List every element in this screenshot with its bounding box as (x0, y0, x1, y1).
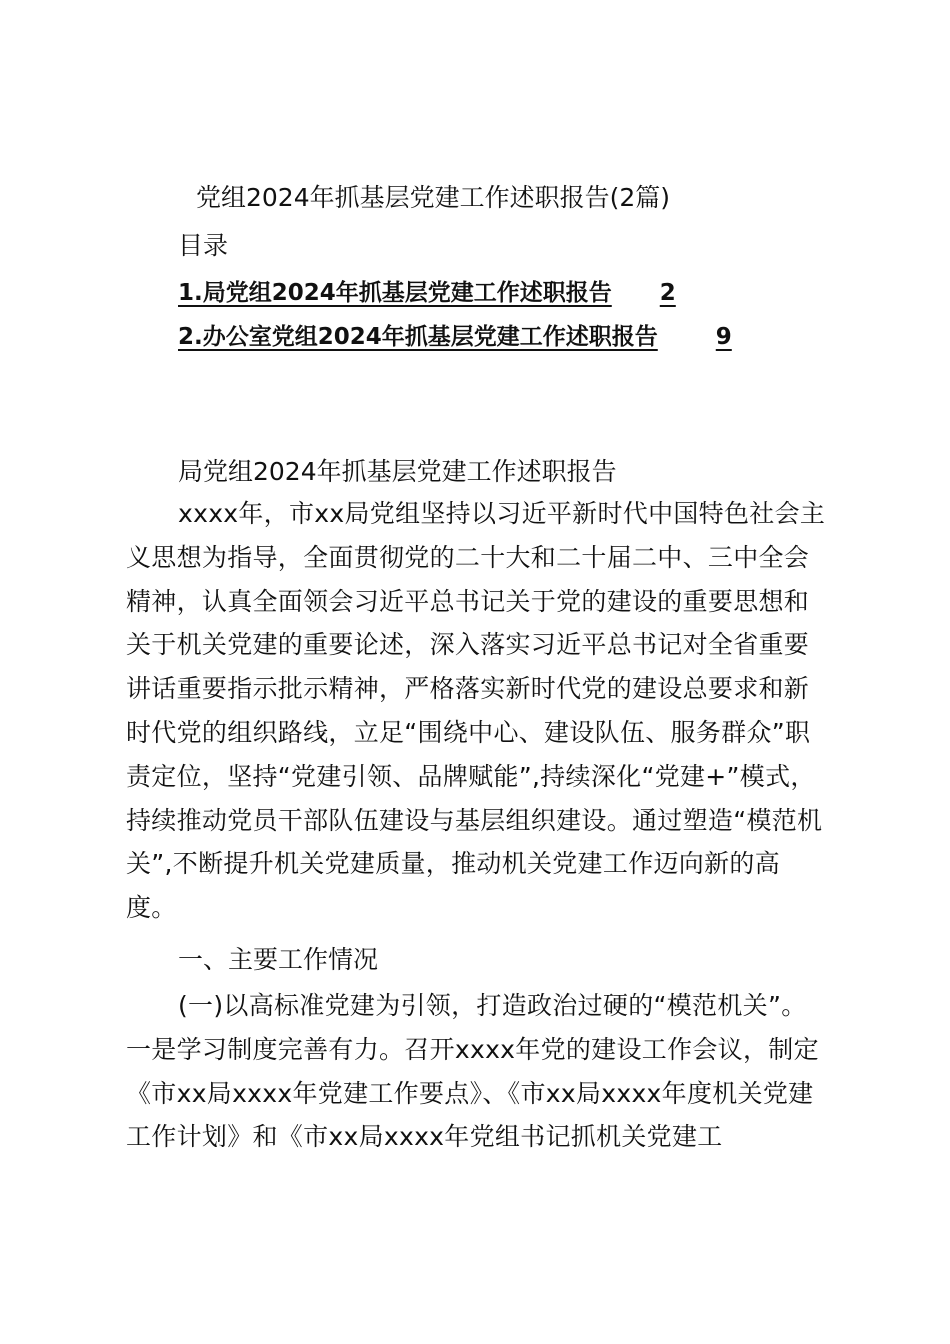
toc-entry-2[interactable] (178, 320, 732, 354)
section-title: 局党组2024年抓基层党建工作述职报告 (178, 457, 617, 486)
toc-entry-label: 1.局党组2024年抓基层党建工作述职报告 (178, 280, 612, 306)
toc-entry-label: 2.办公室党组2024年抓基层党建工作述职报告 (178, 324, 658, 350)
toc-entry-1[interactable] (178, 276, 676, 310)
toc-entry-page-number: 2 (659, 280, 676, 306)
document-title: 党组2024年抓基层党建工作述职报告(2篇) (196, 183, 671, 212)
body-paragraph: (一)以高标准党建为引领，打造政治过硬的“模范机关”。一是学习制度完善有力。召开xxxx年党的建设工作会议，制定《市xx局xxxx年党建工作要点》、《市xx局xxxx年度机关党建工作计划》和《市xx局xxxx年党组书记抓机关党建工 (126, 991, 819, 1152)
body-paragraph: xxxx年，市xx局党组坚持以习近平新时代中国特色社会主义思想为指导，全面贯彻党的二十大和二十届二中、三中全会精神，认真全面领会习近平总书记关于党的建设的重要思想和关于机关党建的重要论述，深入落实习近平总书记对全省重要讲话重要指示批示精神，严格落实新时代党的建设总要求和新时代党的组织路线，立足“围绕中心、建设队伍、服务群众”职责定位，坚持“党建引领、品牌赋能”,持续深化“党建+”模式，持续推动党员干部队伍建设与基层组织建设。通过塑造“模范机关”,不断提升机关党建质量，推动机关党建工作迈向新的高度。 (126, 499, 826, 923)
toc-entry-page-number: 9 (715, 324, 732, 350)
subsection-heading: 一、主要工作情况 (178, 945, 379, 974)
toc-heading: 目录 (178, 231, 229, 260)
